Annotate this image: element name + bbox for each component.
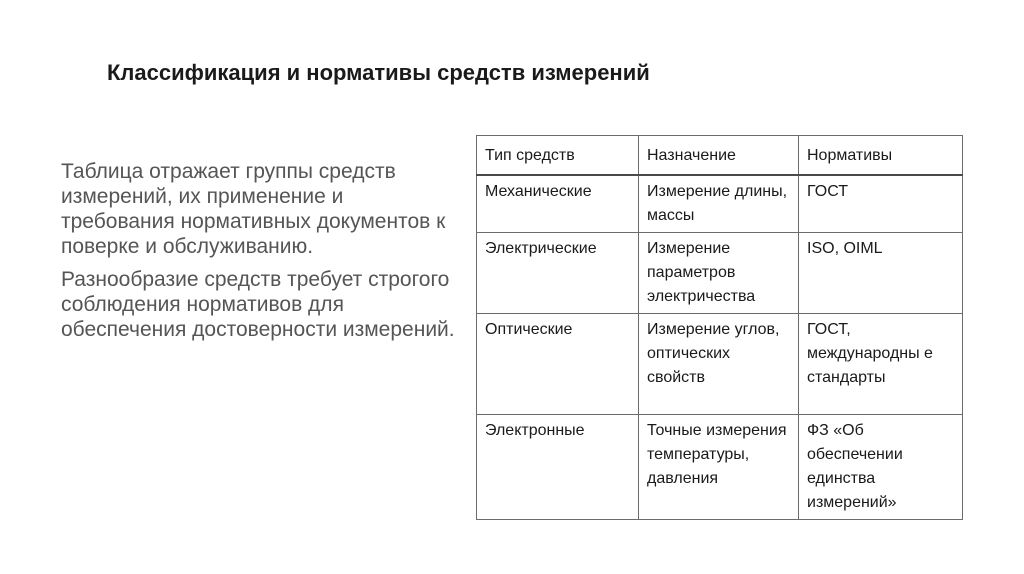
table-header-row: [477, 136, 963, 176]
header-purpose: Назначение: [639, 136, 799, 176]
table-row: [477, 415, 963, 520]
description-text: [61, 159, 456, 350]
cell-type: Электрические: [477, 233, 639, 314]
cell-type: Оптические: [477, 314, 639, 415]
table-row: [477, 233, 963, 314]
cell-standards: ISO, OIML: [799, 233, 963, 314]
table-row: [477, 314, 963, 415]
cell-standards: ГОСТ: [799, 175, 963, 233]
paragraph-2: Разнообразие средств требует строгого соблюдения нормативов для обеспечения достоверности измерений.: [61, 268, 455, 341]
cell-type: Электронные: [477, 415, 639, 520]
cell-purpose: Измерение углов, оптических свойств: [639, 314, 799, 415]
cell-purpose: Измерение параметров электричества: [639, 233, 799, 314]
cell-purpose: Измерение длины, массы: [639, 175, 799, 233]
cell-purpose: Точные измерения температуры, давления: [639, 415, 799, 520]
cell-standards: ГОСТ, международны е стандарты: [799, 314, 963, 415]
cell-standards: ФЗ «Об обеспечении единства измерений»: [799, 415, 963, 520]
header-type: Тип средств: [477, 136, 639, 176]
table-row: [477, 175, 963, 233]
measurement-tools-table: [476, 135, 963, 520]
paragraph-1: Таблица отражает группы средств измерений, их применение и требования нормативных документов к поверке и обслуживанию.: [61, 160, 446, 258]
header-standards: Нормативы: [799, 136, 963, 176]
cell-type: Механические: [477, 175, 639, 233]
slide-title: Классификация и нормативы средств измерений: [107, 60, 650, 85]
